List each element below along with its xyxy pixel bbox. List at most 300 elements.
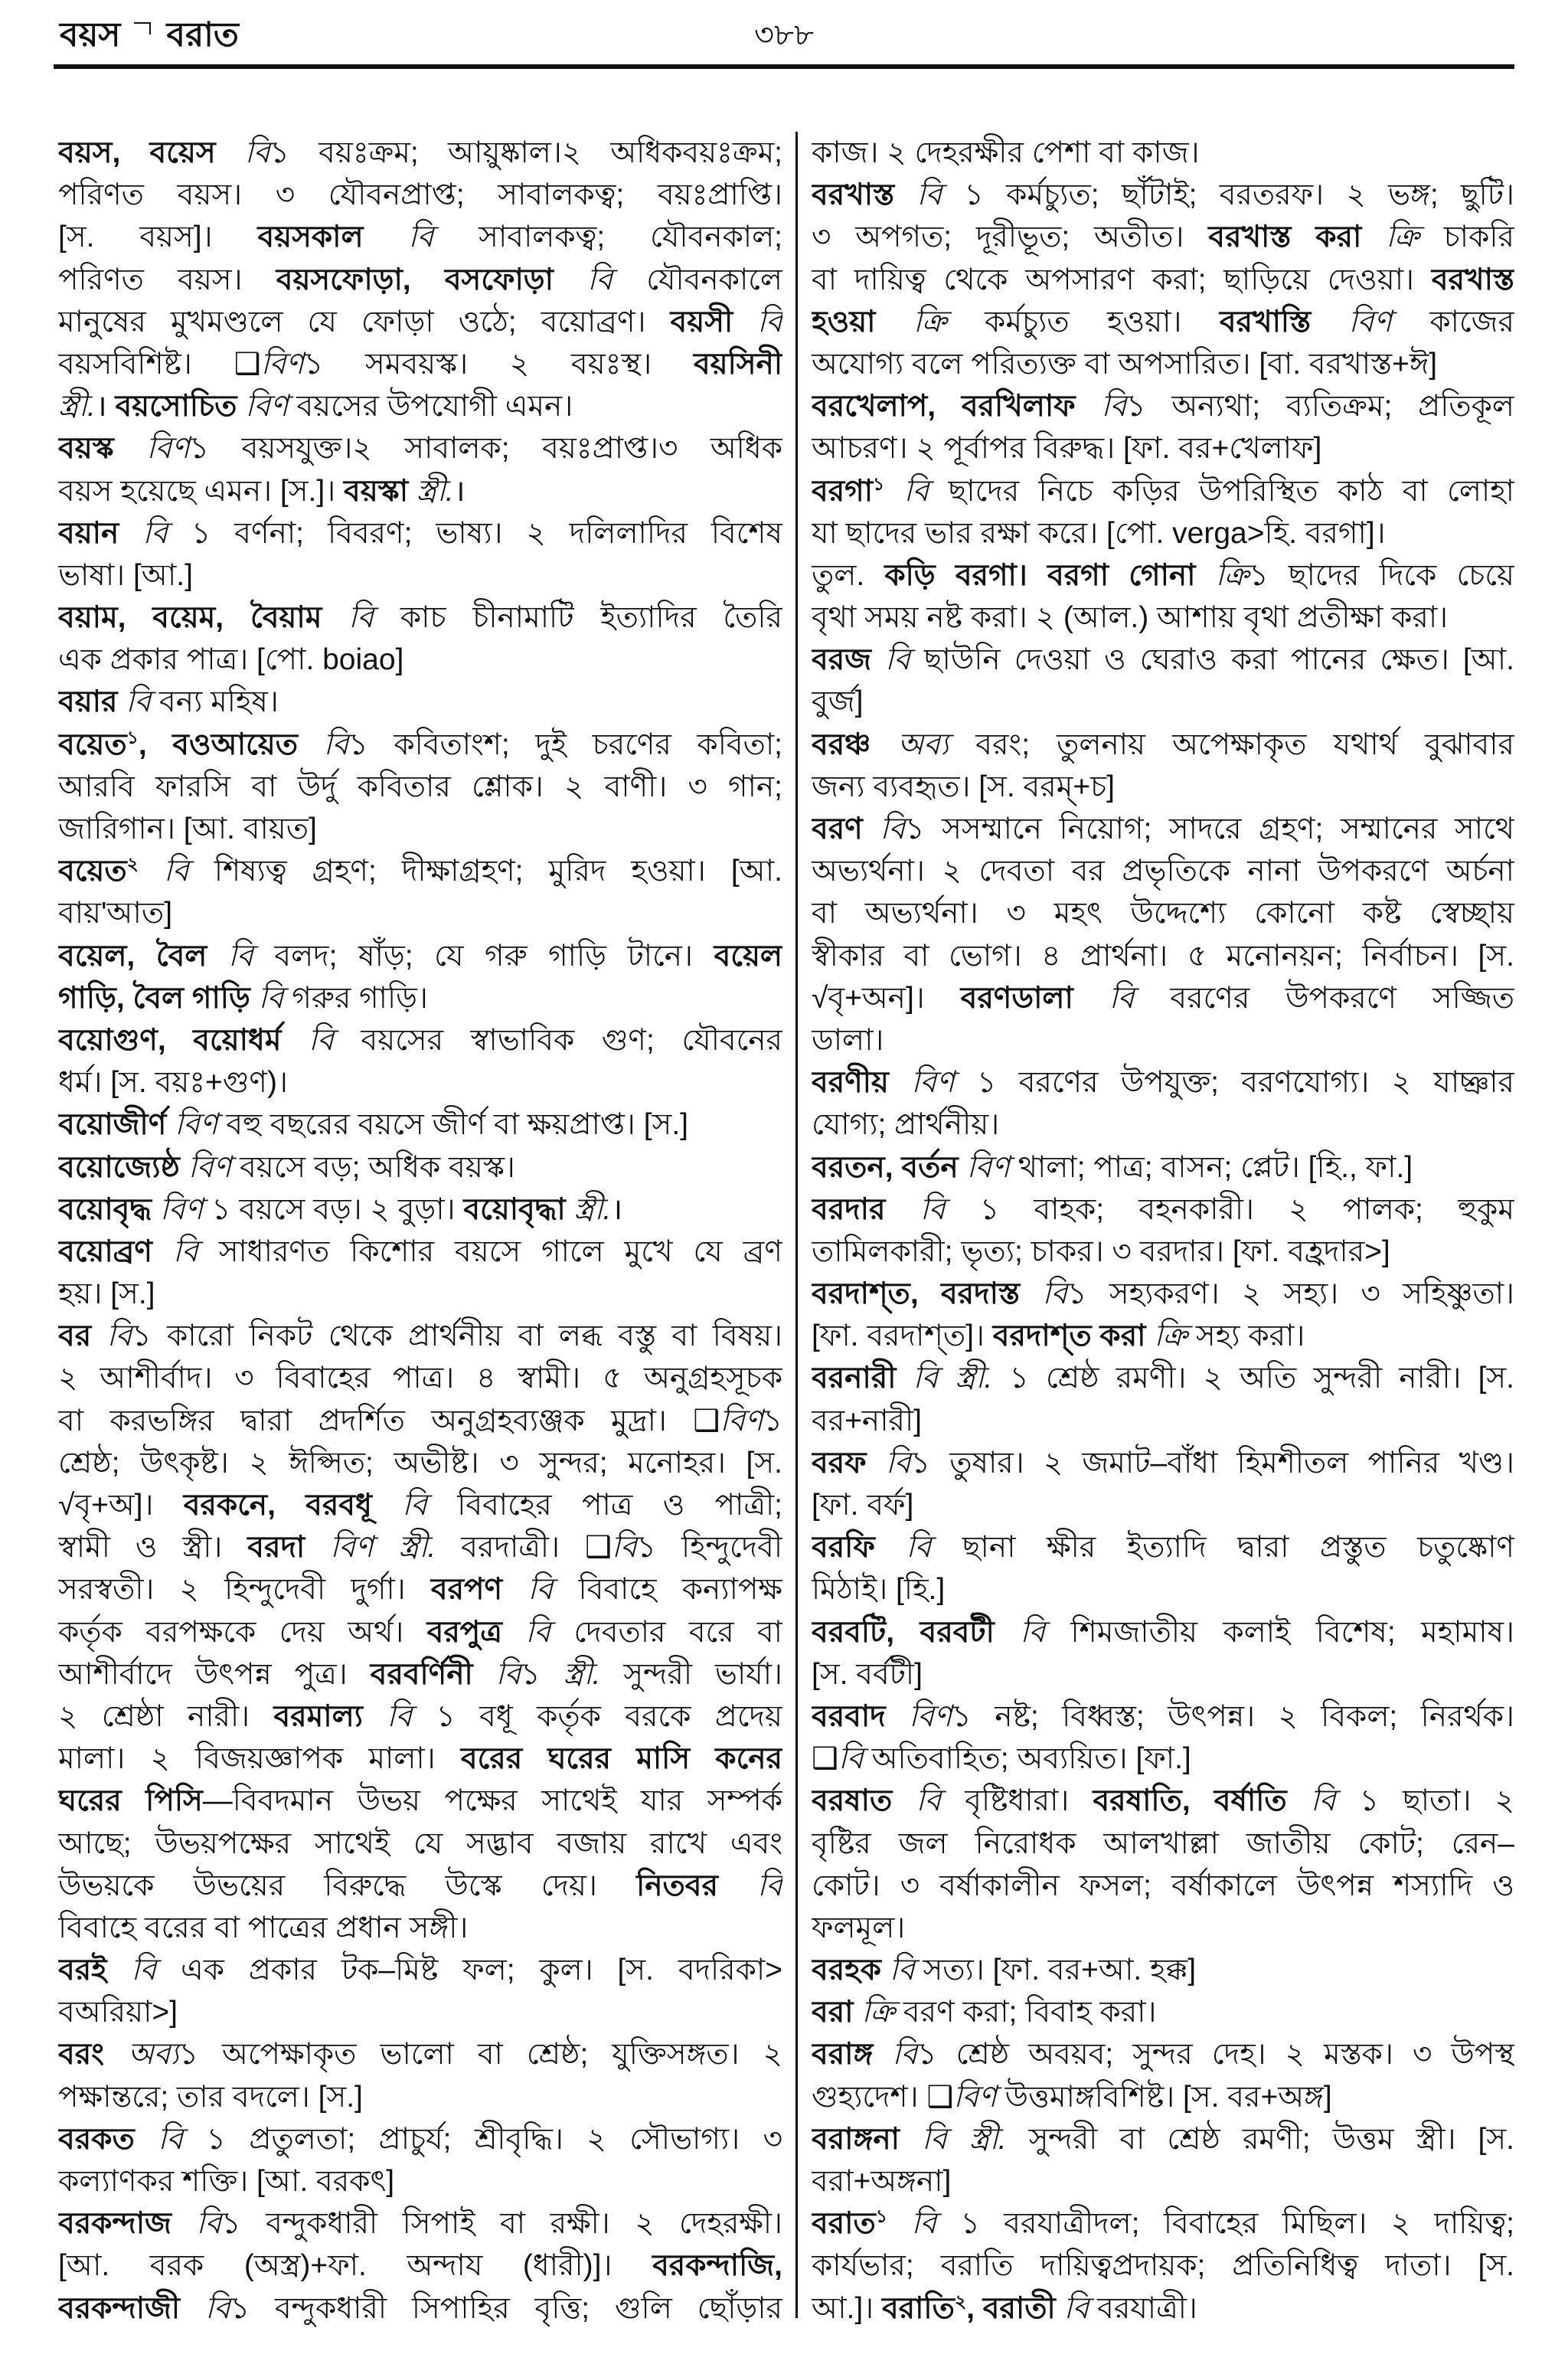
entry-text: ১ বর্ণনা; বিবরণ; ভাষ্য। ২ দলিলাদির বিশেষ	[168, 516, 782, 550]
entry-text: স্বামী ও স্ত্রী।	[58, 1531, 248, 1565]
right-column-line	[812, 1189, 1514, 1231]
right-column-line	[812, 2118, 1514, 2160]
grammar-label: ক্রি	[861, 1996, 896, 2029]
headword: বরকত	[58, 2122, 158, 2156]
left-column-line	[58, 174, 782, 216]
entry-text: আচরণ। ২ পূর্বাপর বিরুদ্ধ। [ফা. বর+খেলাফ]	[812, 432, 1322, 466]
entry-text: বঅরিয়া>]	[58, 1996, 178, 2029]
entry-text: ১ শ্রেষ্ঠ রমণী। ২ অতি সুন্দরী নারী। [স.	[992, 1362, 1514, 1395]
left-column-line	[58, 808, 782, 850]
headword: বরং	[58, 2038, 128, 2072]
left-column-line	[58, 1865, 782, 1907]
grammar-label: বি	[1020, 1615, 1046, 1649]
headword: বরা	[812, 1996, 862, 2029]
left-column-line	[58, 1695, 782, 1738]
right-column-line	[812, 1231, 1514, 1273]
entry-text: ১ বন্দুকধারী সিপাহির বৃত্তি; গুলি ছোঁড়ার	[230, 2291, 782, 2325]
entry-text: বন্য মহিষ।	[151, 685, 279, 719]
entry-text: থালা; পাত্র; বাসন; প্লেট। [হি., ফা.]	[1009, 1150, 1413, 1184]
right-column-line	[812, 132, 1514, 174]
entry-text: ১ অন্যথা; ব্যতিক্রম; প্রতিকূল	[1126, 390, 1514, 423]
right-column-line	[812, 1442, 1514, 1484]
page-number: ৩৮৮	[754, 18, 814, 52]
entry-text: বয়সে বড়; অধিক বয়স্ক।	[231, 1150, 515, 1184]
entry-text: ১ ছাতা। ২	[1335, 1784, 1514, 1818]
grammar-label: বি	[408, 221, 434, 254]
right-column-line	[812, 1357, 1514, 1399]
entry-text: আশীর্বাদে উৎপন্ন পুত্র।	[58, 1657, 371, 1691]
left-column-line	[58, 892, 782, 934]
right-column-line	[812, 1865, 1514, 1907]
headword: বয়েল	[714, 939, 782, 973]
entry-text: বরণ করা; বিবাহ করা।	[895, 1996, 1157, 2029]
left-column-line	[58, 2160, 782, 2202]
headword: বরখেলাপ, বরখিলাফ	[812, 390, 1102, 423]
headword: বরপণ	[430, 1573, 528, 1607]
grammar-label: বি	[892, 2038, 918, 2072]
column-divider	[795, 132, 798, 2318]
grammar-label: বিণ	[1348, 305, 1392, 338]
left-column-line	[58, 1357, 782, 1399]
left-column-line	[58, 1231, 782, 1273]
entry-text: বয়সের স্বাভাবিক গুণ; যৌবনের	[333, 1023, 782, 1057]
entry-text: উভয়কে উভয়ের বিরুদ্ধে উস্কে দেয়।	[58, 1869, 637, 1902]
right-column-line	[812, 1400, 1514, 1442]
entry-text: ১ বয়সযুক্ত।২ সাবালক; বয়ঃপ্রাপ্ত।৩ অধিক	[189, 432, 782, 466]
left-column-line	[58, 766, 782, 808]
headword: বরনারী	[812, 1362, 913, 1395]
right-column-line	[812, 808, 1514, 850]
right-column-line	[812, 892, 1514, 934]
left-column-line	[58, 1526, 782, 1568]
headword: কড়ি বরগা। বরগা গোনা	[884, 558, 1216, 592]
headword: বরফি	[812, 1531, 906, 1565]
headword: বয়স, বয়েস	[58, 136, 245, 169]
entry-text: ১ বরযাত্রীদল; বিবাহের মিছিল। ২ দায়িত্ব;	[936, 2207, 1514, 2241]
grammar-label: বি	[158, 2122, 184, 2156]
entry-text: ১ কর্মচ্যুত; ছাঁটাই; বরতরফ। ২ ভঙ্গ; ছুটি।	[942, 178, 1514, 212]
entry-text: ১ প্রতুলতা; প্রাচুর্য; শ্রীবৃদ্ধি। ২ সৌভাগ্য। ৩	[183, 2122, 782, 2156]
entry-text: [ফা. বরদাশ্‌ত]।	[812, 1319, 993, 1353]
headword: বরপুত্র	[426, 1615, 526, 1649]
headword: বরদা	[247, 1531, 331, 1565]
entry-text: বর+নারী]	[812, 1404, 922, 1437]
grammar-label: বিণ	[953, 2080, 997, 2114]
right-column-line	[812, 1568, 1514, 1610]
grammar-label: বি	[920, 1192, 946, 1226]
entry-text: স্বীকার বা ভোগ। ৪ প্রার্থনা। ৫ মনোনয়ন; নির্বাচন। [স.	[812, 939, 1514, 973]
left-column-line	[58, 1315, 782, 1357]
entry-text: গরুর গাড়ি।	[283, 981, 428, 1015]
right-column-line	[812, 977, 1514, 1019]
grammar-label: বি	[495, 1657, 521, 1691]
right-column-line	[812, 385, 1514, 427]
entry-text: ১ বরণের উপযুক্ত; বরণযোগ্য। ২ যাচ্ঞার	[954, 1066, 1514, 1100]
entry-text: আরবি ফারসি বা উর্দু কবিতার শ্লোক। ২ বাণী। ৩ গান;	[58, 770, 782, 803]
entry-text: অভ্যর্থনা। ২ দেবতা বর প্রভৃতিকে নানা উপকরণে অর্চনা	[812, 855, 1514, 888]
right-column-line	[812, 1907, 1514, 1949]
entry-text: বরদাত্রী। ❑	[436, 1531, 612, 1565]
right-column-line	[812, 1273, 1514, 1315]
right-column-line	[812, 554, 1514, 597]
entry-text: ।	[453, 474, 466, 508]
left-column-line	[58, 1611, 782, 1653]
grammar-label: স্ত্রী.	[563, 1657, 601, 1691]
right-column-line	[812, 1653, 1514, 1695]
entry-text: সাধারণত কিশোর বয়সে গালে মুখে যে ব্রণ	[198, 1234, 782, 1268]
grammar-label: বিণ	[175, 1108, 218, 1142]
headword: বরাতি	[881, 2291, 955, 2325]
headword: বরষাতি, বর্ষাতি	[1093, 1784, 1311, 1818]
right-column-line	[812, 850, 1514, 892]
left-column-line	[58, 385, 782, 427]
grammar-label: অব্য	[127, 2038, 179, 2072]
headword: বরগা	[812, 474, 874, 508]
headword: গাড়ি, বৈল গাড়ি	[58, 981, 259, 1015]
entry-text: ২ আশীর্বাদ। ৩ বিবাহের পাত্র। ৪ স্বামী। ৫ অনুগ্রহসূচক	[58, 1362, 782, 1395]
grammar-label: বি	[887, 2207, 937, 2241]
left-column-line	[58, 2287, 782, 2330]
entry-text: ১ নষ্ট; বিধ্বস্ত; উৎপন্ন। ২ বিকল; নিরর্থক।	[952, 1699, 1514, 1733]
headword: বরকন্দাজি,	[652, 2249, 782, 2283]
entry-text: বা দায়িত্ব থেকে অপসারণ করা; ছাড়িয়ে দেওয়া।	[812, 263, 1432, 296]
left-column-line	[58, 216, 782, 258]
right-column-line	[812, 639, 1514, 681]
entry-text: ১ বাহক; বহনকারী। ২ পালক; হুকুম	[945, 1192, 1514, 1226]
entry-text: যোগ্য; প্রার্থনীয়।	[812, 1108, 1000, 1142]
right-column-line	[812, 681, 1514, 723]
headword: হওয়া	[812, 305, 913, 338]
grammar-label: বি	[885, 1446, 911, 1480]
left-column-line	[58, 935, 782, 977]
headword: বরাত	[812, 2207, 876, 2241]
left-column-line	[58, 1019, 782, 1061]
headword: বয়সী	[670, 305, 758, 338]
entry-text: দেবতার বরে বা	[550, 1615, 782, 1649]
grammar-label: বি	[258, 981, 284, 1015]
headword: বরঞ্চ	[812, 728, 898, 761]
entry-text: বয়সের উপযোগী এমন।	[288, 390, 573, 423]
grammar-label: বি	[757, 1869, 782, 1902]
headword: বয়ান	[58, 516, 143, 550]
headword: বরণ	[812, 813, 880, 845]
left-column-line	[58, 1484, 782, 1526]
entry-text: জারিগান। [আ. বায়ত]	[58, 813, 317, 845]
left-column-line	[58, 977, 782, 1019]
right-column-line	[812, 512, 1514, 554]
grammar-label: বি স্ত্রী.	[913, 1362, 993, 1395]
right-column-line	[812, 1315, 1514, 1357]
entry-text: ১ বধূ কর্তৃক বরকে প্রদেয়	[412, 1699, 782, 1733]
entry-text: এক প্রকার টক–মিষ্ট ফল; কুল। [স. বদরিকা>	[156, 1954, 782, 1987]
left-column-line	[58, 1949, 782, 1991]
entry-text: ১ অপেক্ষাকৃত ভালো বা শ্রেষ্ঠ; যুক্তিসঙ্গত। ২	[178, 2038, 782, 2072]
grammar-label: বি	[106, 1319, 132, 1353]
entry-text: ১ শ্রেষ্ঠ অবয়ব; সুন্দর দেহ। ২ মস্তক। ৩ উপস্থ	[917, 2038, 1514, 2072]
grammar-label: বি	[1109, 981, 1135, 1015]
headword: বরের ঘরের মাসি কনের	[460, 1742, 782, 1776]
entry-text: শিমজাতীয় কলাই বিশেষ; মহামাষ।	[1045, 1615, 1514, 1649]
left-column-line	[58, 1189, 782, 1231]
headword: বয়েত	[58, 855, 127, 888]
headword: বরকনে, বরবধূ	[183, 1489, 403, 1522]
grammar-label: বি	[838, 1742, 864, 1776]
entry-text: বহু বছরের বয়সে জীর্ণ বা ক্ষয়প্রাপ্ত। [স.]	[217, 1108, 688, 1142]
entry-text: ১	[521, 1657, 564, 1691]
entry-text: কাজ। ২ দেহরক্ষীর পেশা বা কাজ।	[812, 136, 1200, 169]
header-rule	[54, 64, 1514, 69]
left-column-line	[58, 2076, 782, 2118]
entry-text: বা করভঙ্গির দ্বারা প্রদর্শিত অনুগ্রহব্যঞ্জক মুদ্রা। ❑	[58, 1404, 720, 1437]
entry-text: সুন্দরী ভার্যা।	[600, 1657, 782, 1691]
entry-text: বয়সবিশিষ্ট। ❑	[58, 347, 261, 381]
headword: বয়ার	[58, 685, 126, 719]
entry-text: আছে; উভয়পক্ষের সাথেই যে সদ্ভাব বজায় রাখে এবং	[58, 1826, 782, 1860]
left-column-line	[58, 1907, 782, 1949]
grammar-label: ক্রি	[913, 305, 947, 338]
entry-text: তামিলকারী; ভৃত্য; চাকর। ৩ বরদার। [ফা. বহ্রদার>]	[812, 1234, 1390, 1268]
headword: বরদার	[812, 1192, 920, 1226]
grammar-label: বি	[885, 643, 910, 677]
entry-text: বরযাত্রী।	[1089, 2291, 1197, 2325]
grammar-label: বি	[1310, 1784, 1336, 1818]
left-column-line	[58, 2033, 782, 2075]
right-column-line	[812, 1949, 1514, 1991]
headword: বয়স্কা	[344, 474, 416, 508]
left-column-line	[58, 1738, 782, 1780]
left-column-line	[58, 597, 782, 639]
entry-text: যা ছাদের ভার রক্ষা করে। [পো. verga>হি. বরগা]।	[812, 516, 1386, 550]
grammar-label: বি	[916, 1784, 942, 1818]
right-column-line	[812, 1061, 1514, 1104]
grammar-label: বি	[126, 685, 152, 719]
headword: বরমাল্য	[273, 1699, 387, 1733]
headword: বরণডালা	[960, 981, 1109, 1015]
entry-text: অযোগ্য বলে পরিত্যক্ত বা অপসারিত। [বা. বরখাস্ত+ঈ]	[812, 347, 1438, 381]
grammar-label: বিণ	[260, 347, 305, 381]
entry-text: [আ. বরক (অস্ত্র)+ফা. অন্দায (ধারী)]।	[58, 2249, 653, 2283]
left-column-line	[58, 1780, 782, 1822]
right-column-line	[812, 2202, 1514, 2245]
headword: বয়োবৃদ্ধ	[58, 1192, 160, 1226]
right-column-line	[812, 1146, 1514, 1189]
entry-text: ভাষা। [আ.]	[58, 558, 193, 592]
right-column-line	[812, 174, 1514, 216]
headword: বরকন্দাজী	[58, 2291, 205, 2325]
entry-text: যৌবনকালে	[612, 263, 782, 296]
grammar-label: বি	[387, 1699, 413, 1733]
entry-text: সরস্বতী। ২ হিন্দুদেবী দুর্গা।	[58, 1573, 431, 1607]
entry-text: ডালা।	[812, 1023, 884, 1057]
entry-text: কোট। ৩ বর্ষাকালীন ফসল; বর্ষাকালে উৎপন্ন শস্যাদি ও	[812, 1869, 1514, 1902]
headword: বরবর্ণিনী	[370, 1657, 496, 1691]
headword: বরখাস্তি	[1219, 305, 1349, 338]
entry-text: ফলমূল।	[812, 1911, 906, 1944]
left-column-line	[58, 1146, 782, 1189]
headword: বয়োজীর্ণ	[58, 1108, 175, 1142]
right-column-line	[812, 216, 1514, 258]
entry-text: বরং; তুলনায় অপেক্ষাকৃত যথার্থ বুঝাবার	[949, 728, 1514, 761]
entry-text: জন্য ব্যবহৃত। [স. বরম্+চ]	[812, 770, 1115, 803]
headword: বয়সিনী	[693, 347, 782, 381]
entry-text: ১ সহ্যকরণ। ২ সহ্য। ৩ সহিষ্ণুতা।	[1067, 1277, 1514, 1311]
entry-text: মিঠাই। [হি.]	[812, 1573, 946, 1607]
grammar-label: বিণ	[720, 1404, 763, 1437]
grammar-label: বিণ	[159, 1192, 204, 1226]
left-column-line	[58, 2118, 782, 2160]
headword: , বওআয়েত	[138, 728, 324, 761]
grammar-label: ক্রি	[1215, 558, 1250, 592]
entry-text: উত্তমাঙ্গবিশিষ্ট। [স. বর+অঙ্গ]	[996, 2080, 1332, 2114]
entry-text: গুহ্যদেশ। ❑	[812, 2080, 954, 2114]
entry-text: ১ বয়ঃক্রম; আয়ুষ্কাল।২ অধিকবয়ঃক্রম;	[270, 136, 782, 169]
headword: বরহক	[812, 1954, 890, 1987]
headword: বরখাস্ত	[812, 178, 917, 212]
right-column-line	[812, 724, 1514, 766]
right-column-line	[812, 1611, 1514, 1653]
headword: বয়সফোড়া, বসফোড়া	[276, 263, 588, 296]
headword: বরই	[58, 1954, 132, 1987]
entry-text: কল্যাণকর শক্তি। [আ. বরকৎ]	[58, 2165, 395, 2198]
right-column-line	[812, 1526, 1514, 1568]
grammar-label: বি	[196, 2207, 222, 2241]
headword: বরণীয়	[812, 1066, 912, 1100]
entry-text: বৃষ্টিধারা।	[941, 1784, 1093, 1818]
grammar-label: বি	[244, 136, 270, 169]
right-column-line	[812, 2033, 1514, 2075]
headword: বয়স্ক	[58, 432, 147, 466]
entry-text: [স. বর্বটী]	[812, 1657, 923, 1691]
left-column-line	[58, 681, 782, 723]
headword: বয়েল, বৈল	[58, 939, 228, 973]
entry-text: বরা+অঙ্গনা]	[812, 2165, 952, 2198]
left-column-line	[58, 1823, 782, 1865]
entry-text: ১ তুষার। ২ জমাট–বাঁধা হিমশীতল পানির খণ্ড।	[910, 1446, 1514, 1480]
grammar-label: বিণ	[146, 432, 190, 466]
entry-text: ৩ অপগত; দূরীভূত; অতীত।	[812, 221, 1209, 254]
entry-text: শ্রেষ্ঠ; উৎকৃষ্ট। ২ ঈপ্সিত; অভীষ্ট। ৩ সুন্দর; মনোহর। [স.	[58, 1446, 782, 1480]
entry-text: ।	[611, 1192, 623, 1226]
left-column-line	[58, 132, 782, 174]
right-column-line	[812, 935, 1514, 977]
grammar-label: বি	[611, 1531, 637, 1565]
headword: বয়াম, বয়েম, বৈয়াম	[58, 601, 349, 635]
grammar-label: বি	[142, 516, 168, 550]
entry-text: ছাদের নিচে কড়ির উপরিস্থিত কাঠ বা লোহা	[929, 474, 1514, 508]
entry-text: বৃষ্টির জল নিরোধক আলখাল্লা জাতীয় কোট; রেন–	[812, 1826, 1514, 1860]
right-column-line	[812, 2287, 1514, 2330]
grammar-label: বিণ	[909, 1699, 952, 1733]
grammar-label: বি	[906, 1531, 932, 1565]
entry-text: ১ কবিতাংশ; দুই চরণের কবিতা;	[348, 728, 782, 761]
grammar-label: বি	[587, 263, 613, 296]
grammar-label: বি	[323, 728, 349, 761]
entry-text: বয়স হয়েছে এমন। [স.]।	[58, 474, 344, 508]
grammar-label: বি	[916, 178, 942, 212]
entry-text: ১ কারো নিকট থেকে প্রার্থনীয় বা লব্ধ বস্তু বা বিষয়।	[132, 1319, 782, 1353]
entry-text: মানুষের মুখমণ্ডলে যে ফোড়া ওঠে; বয়োব্রণ।	[58, 305, 671, 338]
left-column-line	[58, 1442, 782, 1484]
grammar-label: বি	[131, 1954, 157, 1987]
grammar-label: বি	[1063, 2291, 1089, 2325]
entry-text: কর্তৃক বরপক্ষকে দেয় অর্থ।	[58, 1615, 427, 1649]
entry-text: বিবাহে কন্যাপক্ষ	[553, 1573, 782, 1607]
entry-text: ১ সসম্মানে নিয়োগ; সাদরে গ্রহণ; সম্মানের সাথে	[905, 813, 1514, 845]
grammar-label: বিণ	[911, 1066, 955, 1100]
entry-text: সুন্দরী বা শ্রেষ্ঠ রমণী; উত্তম স্ত্রী। [স.	[1006, 2122, 1514, 2156]
right-column-line	[812, 1823, 1514, 1865]
entry-text: পরিণত বয়স। ৩ যৌবনপ্রাপ্ত; সাবালকত্ব; বয়ঃপ্রাপ্তি।	[58, 178, 782, 212]
left-column-line	[58, 724, 782, 766]
entry-text: সত্য। [ফা. বর+আ. হক্ক]	[914, 1954, 1197, 1987]
grammar-label: বি	[525, 1615, 551, 1649]
entry-text: ছানা ক্ষীর ইত্যাদি দ্বারা প্রস্তুত চতুষ্কোণ	[931, 1531, 1514, 1565]
headword: বয়েত	[58, 728, 127, 761]
grammar-label: বি	[528, 1573, 554, 1607]
entry-text: বরণের উপকরণে সজ্জিত	[1134, 981, 1514, 1015]
entry-text: চাকরি	[1419, 221, 1514, 254]
entry-text: কর্মচ্যুত হওয়া।	[946, 305, 1220, 338]
entry-text: [স. বয়স]।	[58, 221, 258, 254]
grammar-label: স্ত্রী.	[573, 1192, 612, 1226]
right-column-line	[812, 1484, 1514, 1526]
grammar-label: বি	[1101, 390, 1127, 423]
headword: বয়োগুণ, বয়োধর্ম	[58, 1023, 309, 1057]
right-column-line	[812, 1695, 1514, 1738]
entry-text: এক প্রকার পাত্র। [পো. boiao]	[58, 643, 404, 677]
entry-text: মালা। ২ বিজয়জ্ঞাপক মালা।	[58, 1742, 461, 1776]
grammar-label: বি	[880, 813, 906, 845]
homonym-number: ১	[873, 473, 885, 494]
grammar-label: বি	[227, 939, 253, 973]
headword: বরজ	[812, 643, 886, 677]
entry-text: ১	[763, 1404, 782, 1437]
entry-text: —বিবদমান উভয় পক্ষের সাথেই যার সম্পর্ক	[202, 1784, 782, 1818]
entry-text: বিবাহের পাত্র ও পাত্রী;	[427, 1489, 782, 1522]
right-column-line	[812, 1780, 1514, 1822]
right-column-line	[812, 766, 1514, 808]
left-column-line	[58, 1061, 782, 1104]
headword: বরফ	[812, 1446, 886, 1480]
grammar-label: ক্রি	[1154, 1319, 1188, 1353]
headword: বরদাশ্‌ত করা	[992, 1319, 1155, 1353]
entry-text: [ফা. বর্ফ]	[812, 1489, 914, 1522]
homonym-number: ১	[875, 2206, 887, 2227]
left-column-line	[58, 1104, 782, 1146]
grammar-label: বি	[1042, 1277, 1068, 1311]
headword: বরতন, বর্তন	[812, 1150, 967, 1184]
homonym-number: ২	[954, 2291, 967, 2311]
left-column-line	[58, 1568, 782, 1610]
left-column-line	[58, 850, 782, 892]
headword: ঘরের পিসি	[58, 1784, 203, 1818]
entry-text: শিষ্যত্ব গ্রহণ; দীক্ষাগ্রহণ; মুরিদ হওয়া। [আ.	[188, 855, 782, 888]
right-column-line	[812, 2076, 1514, 2118]
grammar-label: বিণ	[245, 390, 289, 423]
entry-text: বিবাহে বরের বা পাত্রের প্রধান সঙ্গী।	[58, 1911, 469, 1944]
right-column-line	[812, 343, 1514, 385]
homonym-number: ২	[126, 854, 139, 875]
headword: বরবাদ	[812, 1699, 910, 1733]
grammar-label: বি	[172, 1234, 198, 1268]
left-column-line	[58, 639, 782, 681]
headword: বর	[58, 1319, 107, 1353]
entry-text: ধর্ম। [স. বয়ঃ+গুণ)।	[58, 1066, 288, 1100]
headword: বয়সোচিত	[115, 390, 246, 423]
grammar-label: স্ত্রী.	[58, 390, 96, 423]
headword: বরাঙ্গ	[812, 2038, 893, 2072]
entry-text: সহ্য করা।	[1187, 1319, 1305, 1353]
